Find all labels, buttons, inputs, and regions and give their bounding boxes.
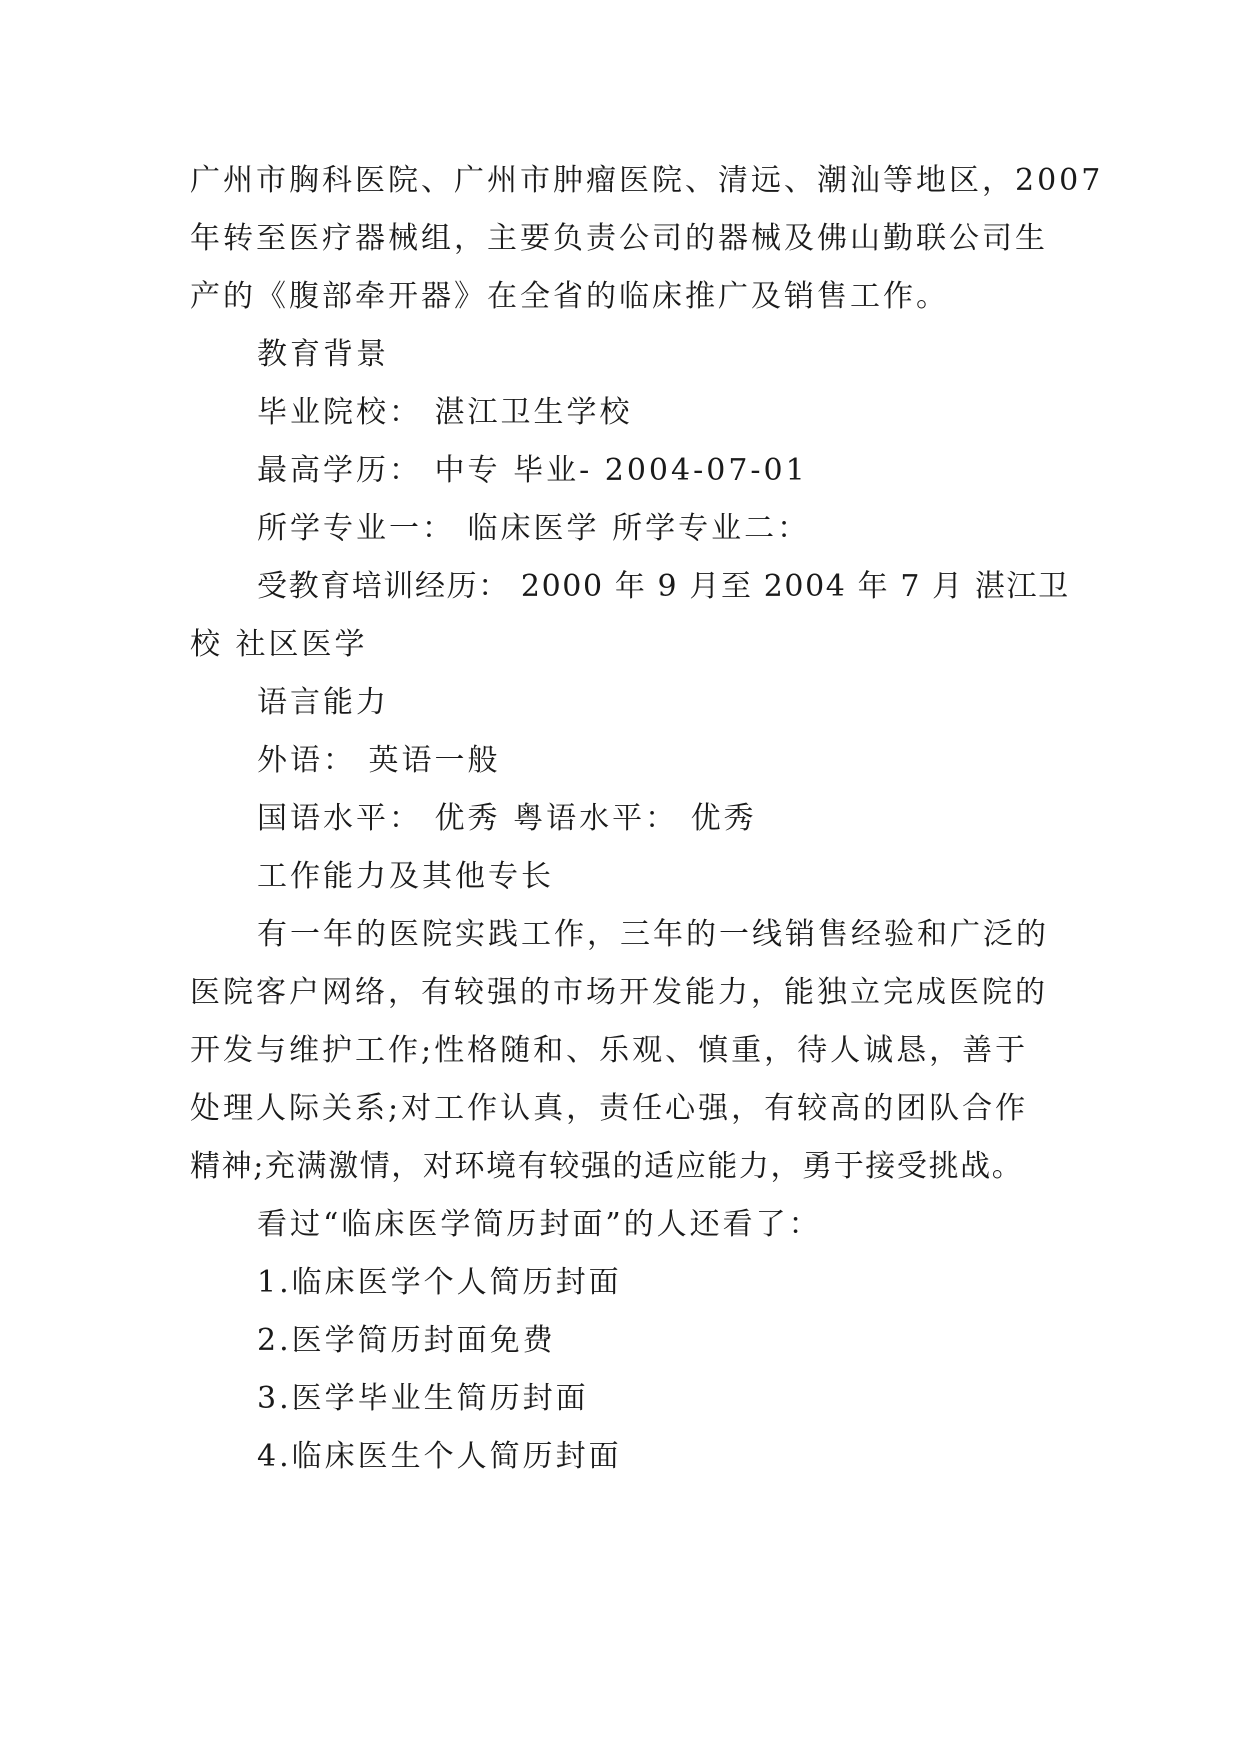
education-history: 受教育培训经历： 2000 年 9 月至 2004 年 7 月 湛江卫 — [257, 569, 1070, 604]
skills-paragraph-line: 医院客户网络，有较强的市场开发能力，能独立完成医院的 — [190, 975, 1048, 1010]
paragraph-line: 年转至医疗器械组，主要负责公司的器械及佛山勤联公司生 — [190, 221, 1048, 256]
skills-paragraph-line: 精神;充满激情，对环境有较强的适应能力，勇于接受挑战。 — [190, 1149, 1024, 1184]
foreign-language: 外语： 英语一般 — [257, 743, 501, 778]
section-heading-skills: 工作能力及其他专长 — [257, 859, 554, 894]
related-link-3[interactable]: 3.医学毕业生简历封面 — [257, 1381, 589, 1416]
section-heading-language: 语言能力 — [257, 685, 389, 720]
document-body — [190, 152, 1104, 1486]
highest-degree: 最高学历： 中专 毕业- 2004-07-01 — [257, 453, 808, 488]
related-link-1[interactable]: 1.临床医学个人简历封面 — [257, 1265, 622, 1300]
related-link-2[interactable]: 2.医学简历封面免费 — [257, 1323, 556, 1358]
section-heading-education: 教育背景 — [257, 337, 389, 372]
majors: 所学专业一： 临床医学 所学专业二： — [257, 511, 811, 546]
skills-paragraph-line: 处理人际关系;对工作认真，责任心强，有较高的团队合作 — [190, 1091, 1029, 1126]
skills-paragraph-line: 有一年的医院实践工作，三年的一线销售经验和广泛的 — [257, 917, 1049, 952]
paragraph-line: 产的《腹部牵开器》在全省的临床推广及销售工作。 — [190, 279, 949, 314]
paragraph-line: 广州市胸科医院、广州市肿瘤医院、清远、潮汕等地区，2007 — [190, 163, 1104, 198]
related-link-4[interactable]: 4.临床医生个人简历封面 — [257, 1439, 622, 1474]
skills-paragraph-line: 开发与维护工作;性格随和、乐观、慎重，待人诚恳，善于 — [190, 1033, 1029, 1068]
education-history-cont: 校 社区医学 — [190, 627, 368, 662]
graduation-school: 毕业院校： 湛江卫生学校 — [257, 395, 633, 430]
related-heading: 看过“临床医学简历封面”的人还看了： — [257, 1207, 822, 1242]
mandarin-cantonese-level: 国语水平： 优秀 粤语水平： 优秀 — [257, 801, 757, 836]
